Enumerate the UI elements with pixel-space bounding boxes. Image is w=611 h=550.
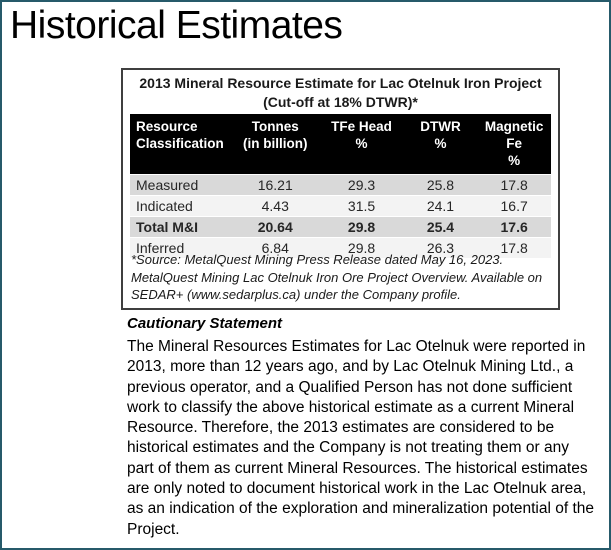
header-cell-dtwr: DTWR % [420,119,461,151]
cell-tonnes: 6.84 [261,240,289,256]
cell-dtwr: 25.8 [426,177,455,193]
cautionary-statement-body: The Mineral Resources Estimates for Lac Otelnuk were reported in 2013, more than 12 years ago, and by Lac Otelnuk Mining Ltd., a previous operator, and a Qualified Person has not done sufficient work to classify the above historical estimate as a current Mineral Resource. Therefore, the 2013 estimates are considered to be historical estimates and the Company is not treating them or any part of them as current Mineral Resources. The historical estimates are only noted to document historical work in the Lac Otelnuk area, as an indication of the exploration and mineralization potential of the Project. [127,338,595,538]
header-cell-resource-classification: Resource Classification [136,119,224,151]
cell-classification: Measured [136,177,199,193]
cell-classification: Total M&I [136,219,198,235]
cell-tonnes: 16.21 [257,177,293,193]
header-cell-tonnes: Tonnes (in billion) [242,119,308,151]
cell-dtwr: 24.1 [426,198,455,214]
cell-magnetic-fe: 17.6 [500,219,528,235]
table-row-indicated [130,195,551,216]
table-row-total-mi [130,216,551,237]
table-row-measured [130,174,551,195]
header-cell-magnetic-fe: Magnetic Fe % [484,119,544,168]
source-footnote: *Source: MetalQuest Mining Press Release dated May 16, 2023. MetalQuest Mining Lac Otelnuk Iron Ore Project Overview. Available on SEDAR+ (www.sedarplus.ca) under the Company profile. [131,252,543,302]
cautionary-statement-section [127,314,595,540]
table-title [129,74,552,112]
cell-tonnes: 20.64 [257,219,293,235]
cell-magnetic-fe: 16.7 [500,198,528,214]
cell-magnetic-fe: 17.8 [500,177,528,193]
cell-tfe-head: 29.3 [347,177,376,193]
cell-tfe-head: 31.5 [347,198,376,214]
cell-classification: Inferred [136,240,185,256]
table-header-row [130,114,551,174]
cautionary-statement-heading: Cautionary Statement [127,315,283,332]
resource-estimate-table-box [121,68,560,310]
table-title-line2: (Cut-off at 18% DTWR)* [263,94,418,110]
cell-tfe-head: 29.8 [347,219,376,235]
cell-tonnes: 4.43 [261,198,289,214]
table-title-line1: 2013 Mineral Resource Estimate for Lac Otelnuk Iron Project [139,75,542,91]
cell-magnetic-fe: 17.8 [500,240,528,256]
page-title: Historical Estimates [10,4,343,47]
cell-dtwr: 26.3 [426,240,455,256]
header-cell-tfe-head: TFe Head % [331,119,392,151]
cell-tfe-head: 29.8 [347,240,376,256]
cell-classification: Indicated [136,198,193,214]
resource-table [130,114,551,258]
cell-dtwr: 25.4 [426,219,455,235]
